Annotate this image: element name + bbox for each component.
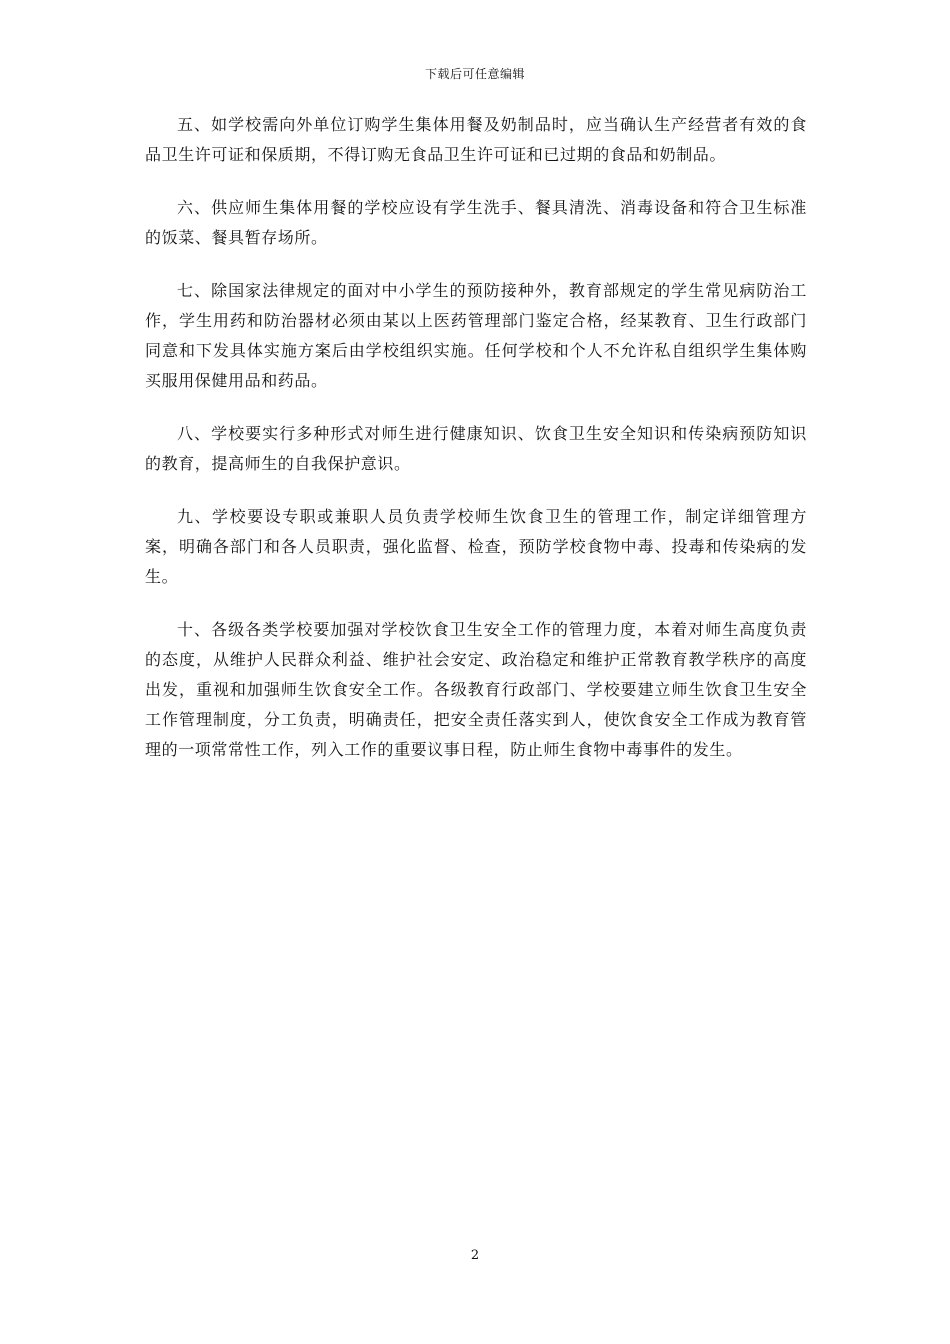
page-number: 2 xyxy=(470,1248,480,1263)
paragraph-10: 十、各级各类学校要加强对学校饮食卫生安全工作的管理力度，本着对师生高度负责的态度，从维护人民群众利益、维护社会安定、政治稳定和维护正常教育教学秩序的高度出发，重视和加强师生饮食安全工作。各级教育行政部门、学校要建立师生饮食卫生安全工作管理制度，分工负责，明确责任，把安全责任落实到人，使饮食安全工作成为教育管理的一项常常性工作，列入工作的重要议事日程，防止师生食物中毒事件的发生。 xyxy=(145,620,807,759)
paragraph-7: 七、除国家法律规定的面对中小学生的预防接种外，教育部规定的学生常见病防治工作，学生用药和防治器材必须由某以上医药管理部门鉴定合格，经某教育、卫生行政部门同意和下发具体实施方案后由学校组织实施。任何学校和个人不允许私自组织学生集体购买服用保健用品和药品。 xyxy=(145,281,807,390)
document-body xyxy=(145,110,807,788)
page-header: 下载后可任意编辑 xyxy=(424,67,525,81)
paragraph-5: 五、如学校需向外单位订购学生集体用餐及奶制品时，应当确认生产经营者有效的食品卫生许可证和保质期，不得订购无食品卫生许可证和已过期的食品和奶制品。 xyxy=(145,115,807,164)
paragraph-8: 八、学校要实行多种形式对师生进行健康知识、饮食卫生安全知识和传染病预防知识的教育，提高师生的自我保护意识。 xyxy=(145,424,807,473)
paragraph-9: 九、学校要设专职或兼职人员负责学校师生饮食卫生的管理工作，制定详细管理方案，明确各部门和各人员职责，强化监督、检查，预防学校食物中毒、投毒和传染病的发生。 xyxy=(145,507,807,586)
paragraph-6: 六、供应师生集体用餐的学校应设有学生洗手、餐具清洗、消毒设备和符合卫生标准的饭菜、餐具暂存场所。 xyxy=(145,198,807,247)
